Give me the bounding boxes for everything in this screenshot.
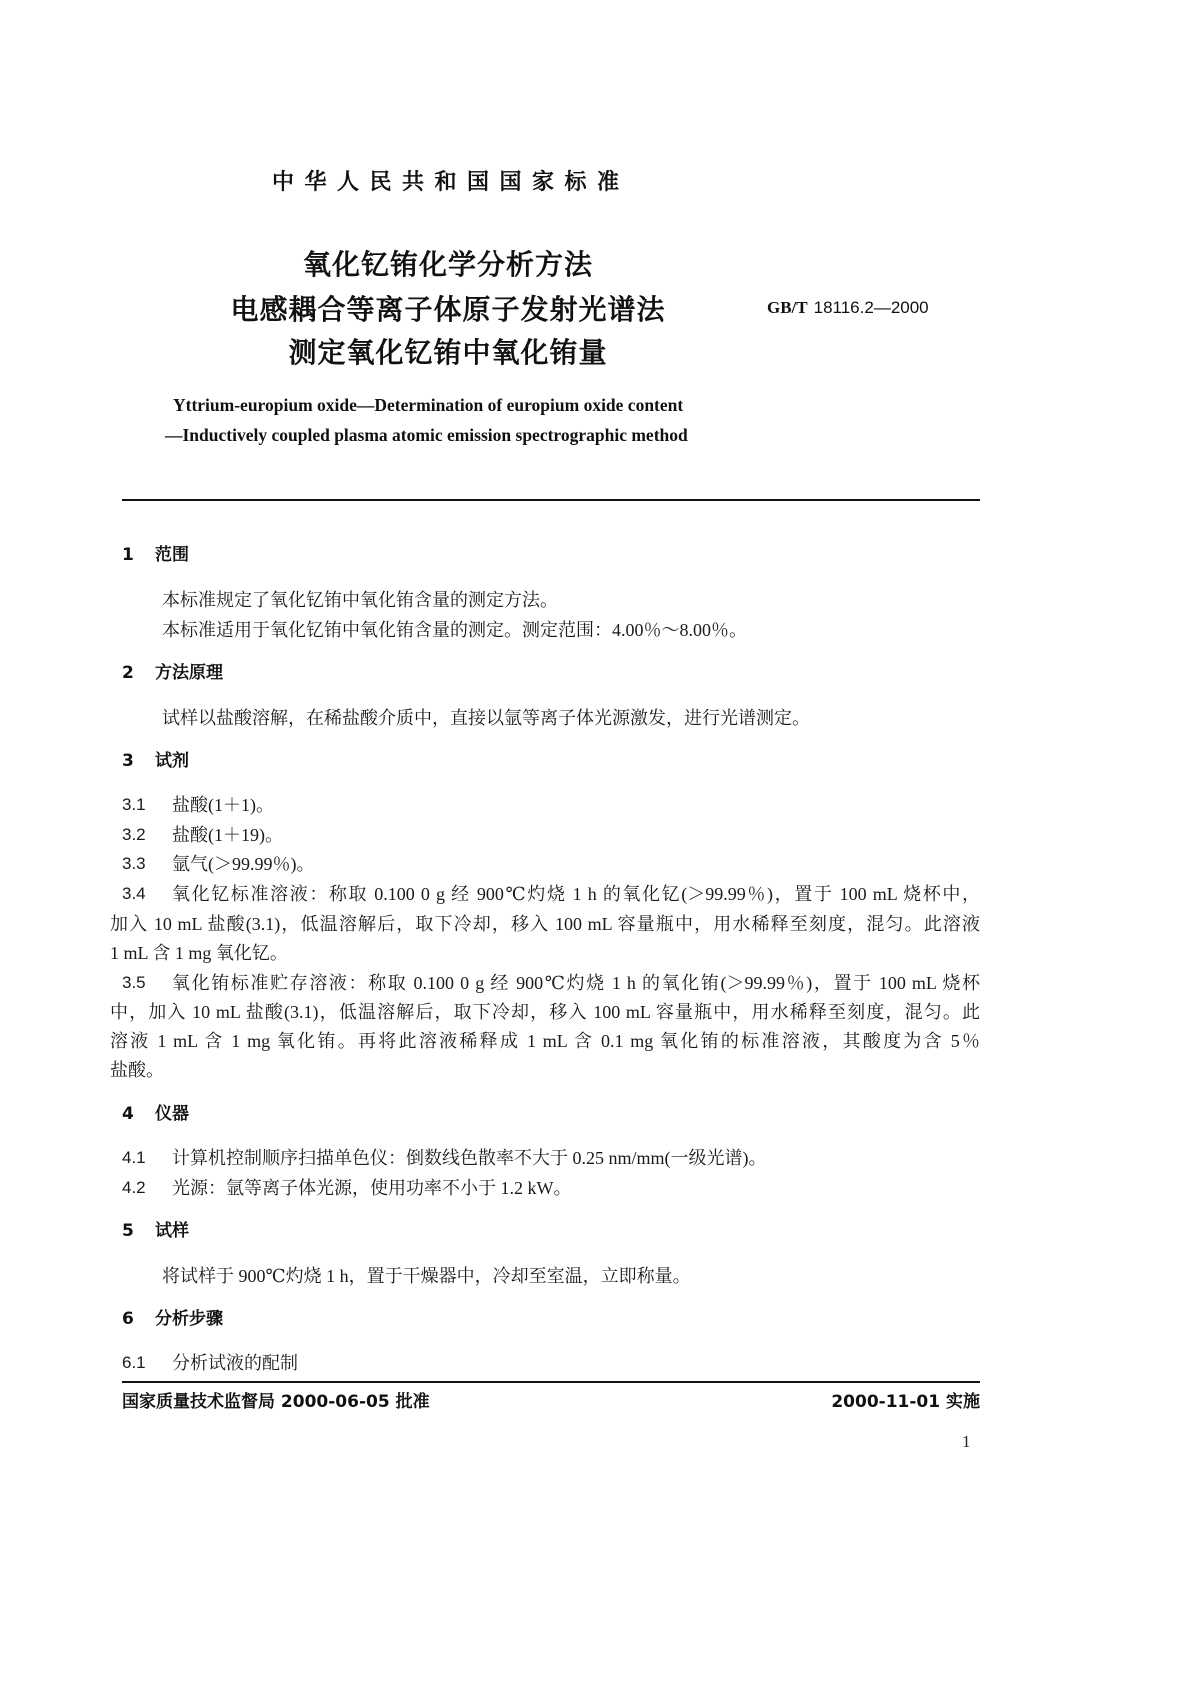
- section-number-1: 1: [122, 545, 134, 565]
- principle-paragraph: 试样以盐酸溶解，在稀盐酸介质中，直接以氩等离子体光源激发，进行光谱测定。: [162, 708, 810, 728]
- clause-text-4-1: 计算机控制顺序扫描单色仪：倒数线色散率不大于 0.25 nm/mm(一级光谱)。: [172, 1148, 767, 1168]
- section-title-sample: 试样: [155, 1221, 189, 1241]
- clause-text-3-3: 氩气(＞99.99％)。: [172, 854, 315, 874]
- clause-text-3-2: 盐酸(1＋19)。: [172, 825, 283, 845]
- page-number: 1: [962, 1432, 971, 1451]
- section-number-4: 4: [122, 1104, 134, 1124]
- header-divider: [122, 499, 980, 501]
- section-title-scope: 范围: [155, 545, 189, 565]
- section-number-3: 3: [122, 751, 134, 771]
- section-title-apparatus: 仪器: [155, 1104, 189, 1124]
- clause-number-6-1: 6.1: [122, 1353, 146, 1372]
- scope-paragraph-1: 本标准规定了氧化钇铕中氧化铕含量的测定方法。: [162, 590, 558, 610]
- approval-note: 国家质量技术监督局 2000-06-05 批准: [122, 1392, 430, 1412]
- clause-text-4-2: 光源：氩等离子体光源，使用功率不小于 1.2 kW。: [172, 1178, 572, 1198]
- clause-text-3-5-line-4: 盐酸。: [110, 1060, 164, 1080]
- section-title-reagents: 试剂: [155, 751, 189, 771]
- section-number-6: 6: [122, 1309, 134, 1329]
- title-zh-line-3: 测定氧化钇铕中氧化铕量: [288, 336, 608, 369]
- clause-number-3-5: 3.5: [122, 973, 146, 992]
- title-zh-line-1: 氧化钇铕化学分析方法: [302, 248, 593, 281]
- standard-code-number: 18116.2—2000: [813, 298, 929, 317]
- footer-divider: [122, 1381, 980, 1383]
- sample-paragraph: 将试样于 900℃灼烧 1 h，置于干燥器中，冷却至室温，立即称量。: [162, 1266, 691, 1286]
- clause-number-3-3: 3.3: [122, 854, 146, 873]
- clause-text-3-4-line-3: 1 mL 含 1 mg 氧化钇。: [110, 943, 288, 963]
- clause-text-3-4-line-1: 氧化钇标准溶液：称取 0.100 0 g 经 900℃灼烧 1 h 的氧化钇(＞99.99％)，置于 100 mL 烧杯中，: [172, 884, 980, 904]
- title-en-line-2: —Inductively coupled plasma atomic emission spectrographic method: [165, 425, 688, 445]
- standard-code-prefix: GB/T: [767, 298, 808, 317]
- clause-number-3-1: 3.1: [122, 795, 146, 814]
- clause-number-3-4: 3.4: [122, 884, 146, 903]
- clause-text-3-5-line-1: 氧化铕标准贮存溶液：称取 0.100 0 g 经 900℃灼烧 1 h 的氧化铕(＞99.99％)，置于 100 mL 烧杯: [172, 973, 980, 993]
- section-title-procedure: 分析步骤: [155, 1309, 223, 1329]
- clause-number-3-2: 3.2: [122, 825, 146, 844]
- section-title-principle: 方法原理: [155, 663, 223, 683]
- clause-text-3-4-line-2: 加入 10 mL 盐酸(3.1)，低温溶解后，取下冷却，移入 100 mL 容量瓶中，用水稀释至刻度，混匀。此溶液: [110, 914, 980, 934]
- clause-text-3-5-line-2: 中，加入 10 mL 盐酸(3.1)，低温溶解后，取下冷却，移入 100 mL 容量瓶中，用水稀释至刻度，混匀。此: [110, 1002, 980, 1022]
- section-number-2: 2: [122, 663, 134, 683]
- clause-text-3-1: 盐酸(1＋1)。: [172, 795, 274, 815]
- scope-paragraph-2: 本标准适用于氧化钇铕中氧化铕含量的测定。测定范围：4.00％～8.00％。: [162, 620, 747, 640]
- clause-number-4-1: 4.1: [122, 1148, 146, 1167]
- section-number-5: 5: [122, 1221, 134, 1241]
- effective-date-note: 2000-11-01 实施: [831, 1392, 980, 1412]
- clause-text-6-1: 分析试液的配制: [172, 1353, 298, 1373]
- clause-text-3-5-line-3: 溶液 1 mL 含 1 mg 氧化铕。再将此溶液稀释成 1 mL 含 0.1 mg 氧化铕的标准溶液，其酸度为含 5％: [110, 1031, 980, 1051]
- standard-code: [767, 296, 929, 320]
- title-zh-line-2: 电感耦合等离子体原子发射光谱法: [230, 293, 666, 326]
- title-en-line-1: Yttrium-europium oxide—Determination of europium oxide content: [173, 395, 684, 415]
- clause-number-4-2: 4.2: [122, 1178, 146, 1197]
- national-standard-header: 中华人民共和国国家标准: [272, 170, 630, 195]
